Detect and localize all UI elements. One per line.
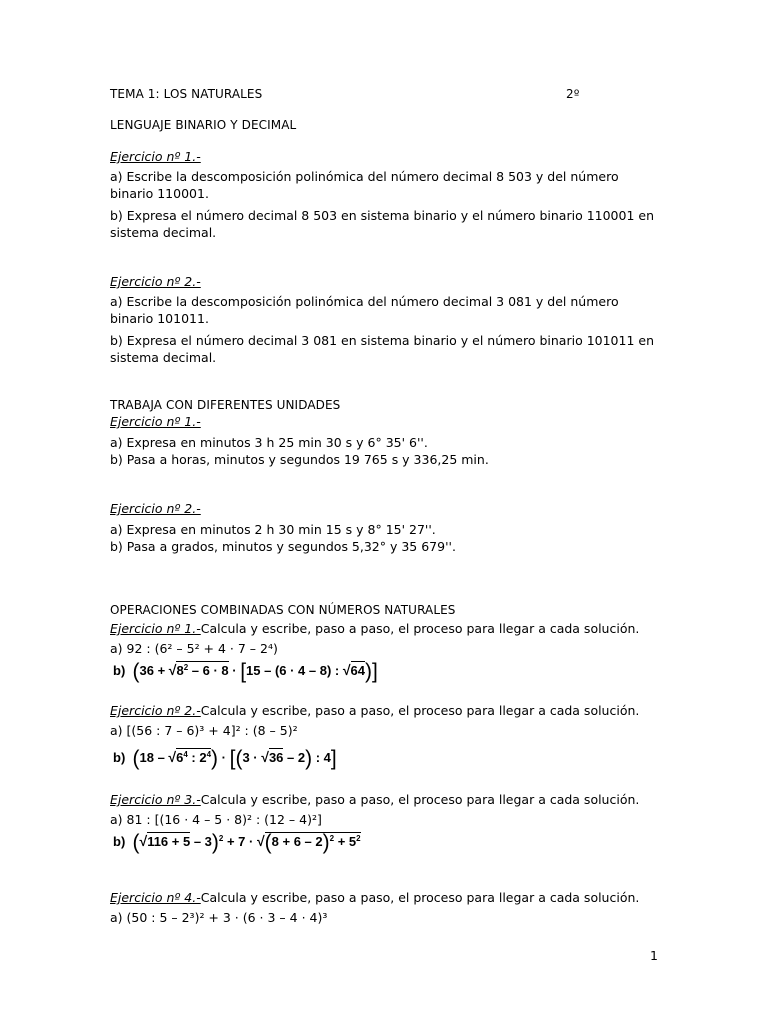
page-number: 1	[650, 948, 658, 963]
exercise-header-line	[110, 791, 639, 808]
document-title: TEMA 1: LOS NATURALES	[110, 87, 263, 101]
exercise-header-line	[110, 702, 639, 719]
exercise-item: a) Expresa en minutos 3 h 25 min 30 s y 6° 35' 6''.	[110, 435, 428, 450]
section-heading-units: TRABAJA CON DIFERENTES UNIDADES	[110, 398, 341, 412]
exercise-item: a) 81 : [(16 · 4 – 5 · 8)² : (12 – 4)²]	[110, 812, 322, 827]
exercise-item: b) Expresa el número decimal 3 081 en sistema binario y el número binario 101011 en sistema decimal.	[110, 333, 655, 365]
exercise-item: a) Escribe la descomposición polinómica del número decimal 8 503 y del número binario 110001.	[110, 169, 619, 201]
exercise-item: a) (50 : 5 – 2³)² + 3 · (6 · 3 – 4 · 4)³	[110, 910, 328, 925]
math-expression: b) ($18 - √6^4$ : $2^4) \cdot [(3 \cdot √36 - 2)$ : 4]	[113, 747, 337, 770]
exercise-header-line	[110, 620, 639, 637]
section-heading-operations: OPERACIONES COMBINADAS CON NÚMEROS NATURALES	[110, 603, 456, 617]
exercise-label: Ejercicio nº 1.-	[110, 149, 201, 164]
math-expression: b) $(√116 + 5 - 3)^2 + 7 \cdot √(8 + 6 - 2)^2 + 5^2$	[113, 831, 361, 854]
section-heading-binary: LENGUAJE BINARIO Y DECIMAL	[110, 118, 297, 132]
exercise-label: Ejercicio nº 3.-	[110, 792, 201, 807]
exercise-header-line	[110, 889, 639, 906]
exercise-item: a) Escribe la descomposición polinómica del número decimal 3 081 y del número binario 101011.	[110, 294, 619, 326]
exercise-label: Ejercicio nº 2.-	[110, 703, 201, 718]
exercise-item: a) [(56 : 7 – 6)³ + 4]² : (8 – 5)²	[110, 723, 298, 738]
exercise-label: Ejercicio nº 1.-	[110, 621, 201, 636]
exercise-instruction: Calcula y escribe, paso a paso, el proceso para llegar a cada solución.	[200, 792, 640, 807]
exercise-instruction: Calcula y escribe, paso a paso, el proceso para llegar a cada solución.	[200, 890, 640, 905]
exercise-label: Ejercicio nº 2.-	[110, 274, 201, 289]
exercise-label: Ejercicio nº 1.-	[110, 414, 201, 429]
exercise-item: b) Pasa a horas, minutos y segundos 19 765 s y 336,25 min.	[110, 452, 489, 467]
exercise-item: b) Expresa el número decimal 8 503 en sistema binario y el número binario 110001 en sistema decimal.	[110, 208, 655, 240]
exercise-item: a) Expresa en minutos 2 h 30 min 15 s y 8° 15' 27''.	[110, 522, 436, 537]
exercise-label: Ejercicio nº 4.-	[110, 890, 201, 905]
exercise-instruction: Calcula y escribe, paso a paso, el proceso para llegar a cada solución.	[200, 703, 640, 718]
exercise-item: a) 92 : (6² – 5² + 4 · 7 – 2⁴)	[110, 641, 278, 656]
course-label: 2º	[566, 87, 580, 101]
exercise-instruction: Calcula y escribe, paso a paso, el proceso para llegar a cada solución.	[200, 621, 640, 636]
exercise-item: b) Pasa a grados, minutos y segundos 5,32° y 35 679''.	[110, 539, 456, 554]
exercise-label: Ejercicio nº 2.-	[110, 501, 201, 516]
math-expression: b) ($36 + √8^2 - 6 \cdot 8 \cdot [15 - (6 \cdot 4 - 8)$ : √64)]	[113, 660, 378, 683]
